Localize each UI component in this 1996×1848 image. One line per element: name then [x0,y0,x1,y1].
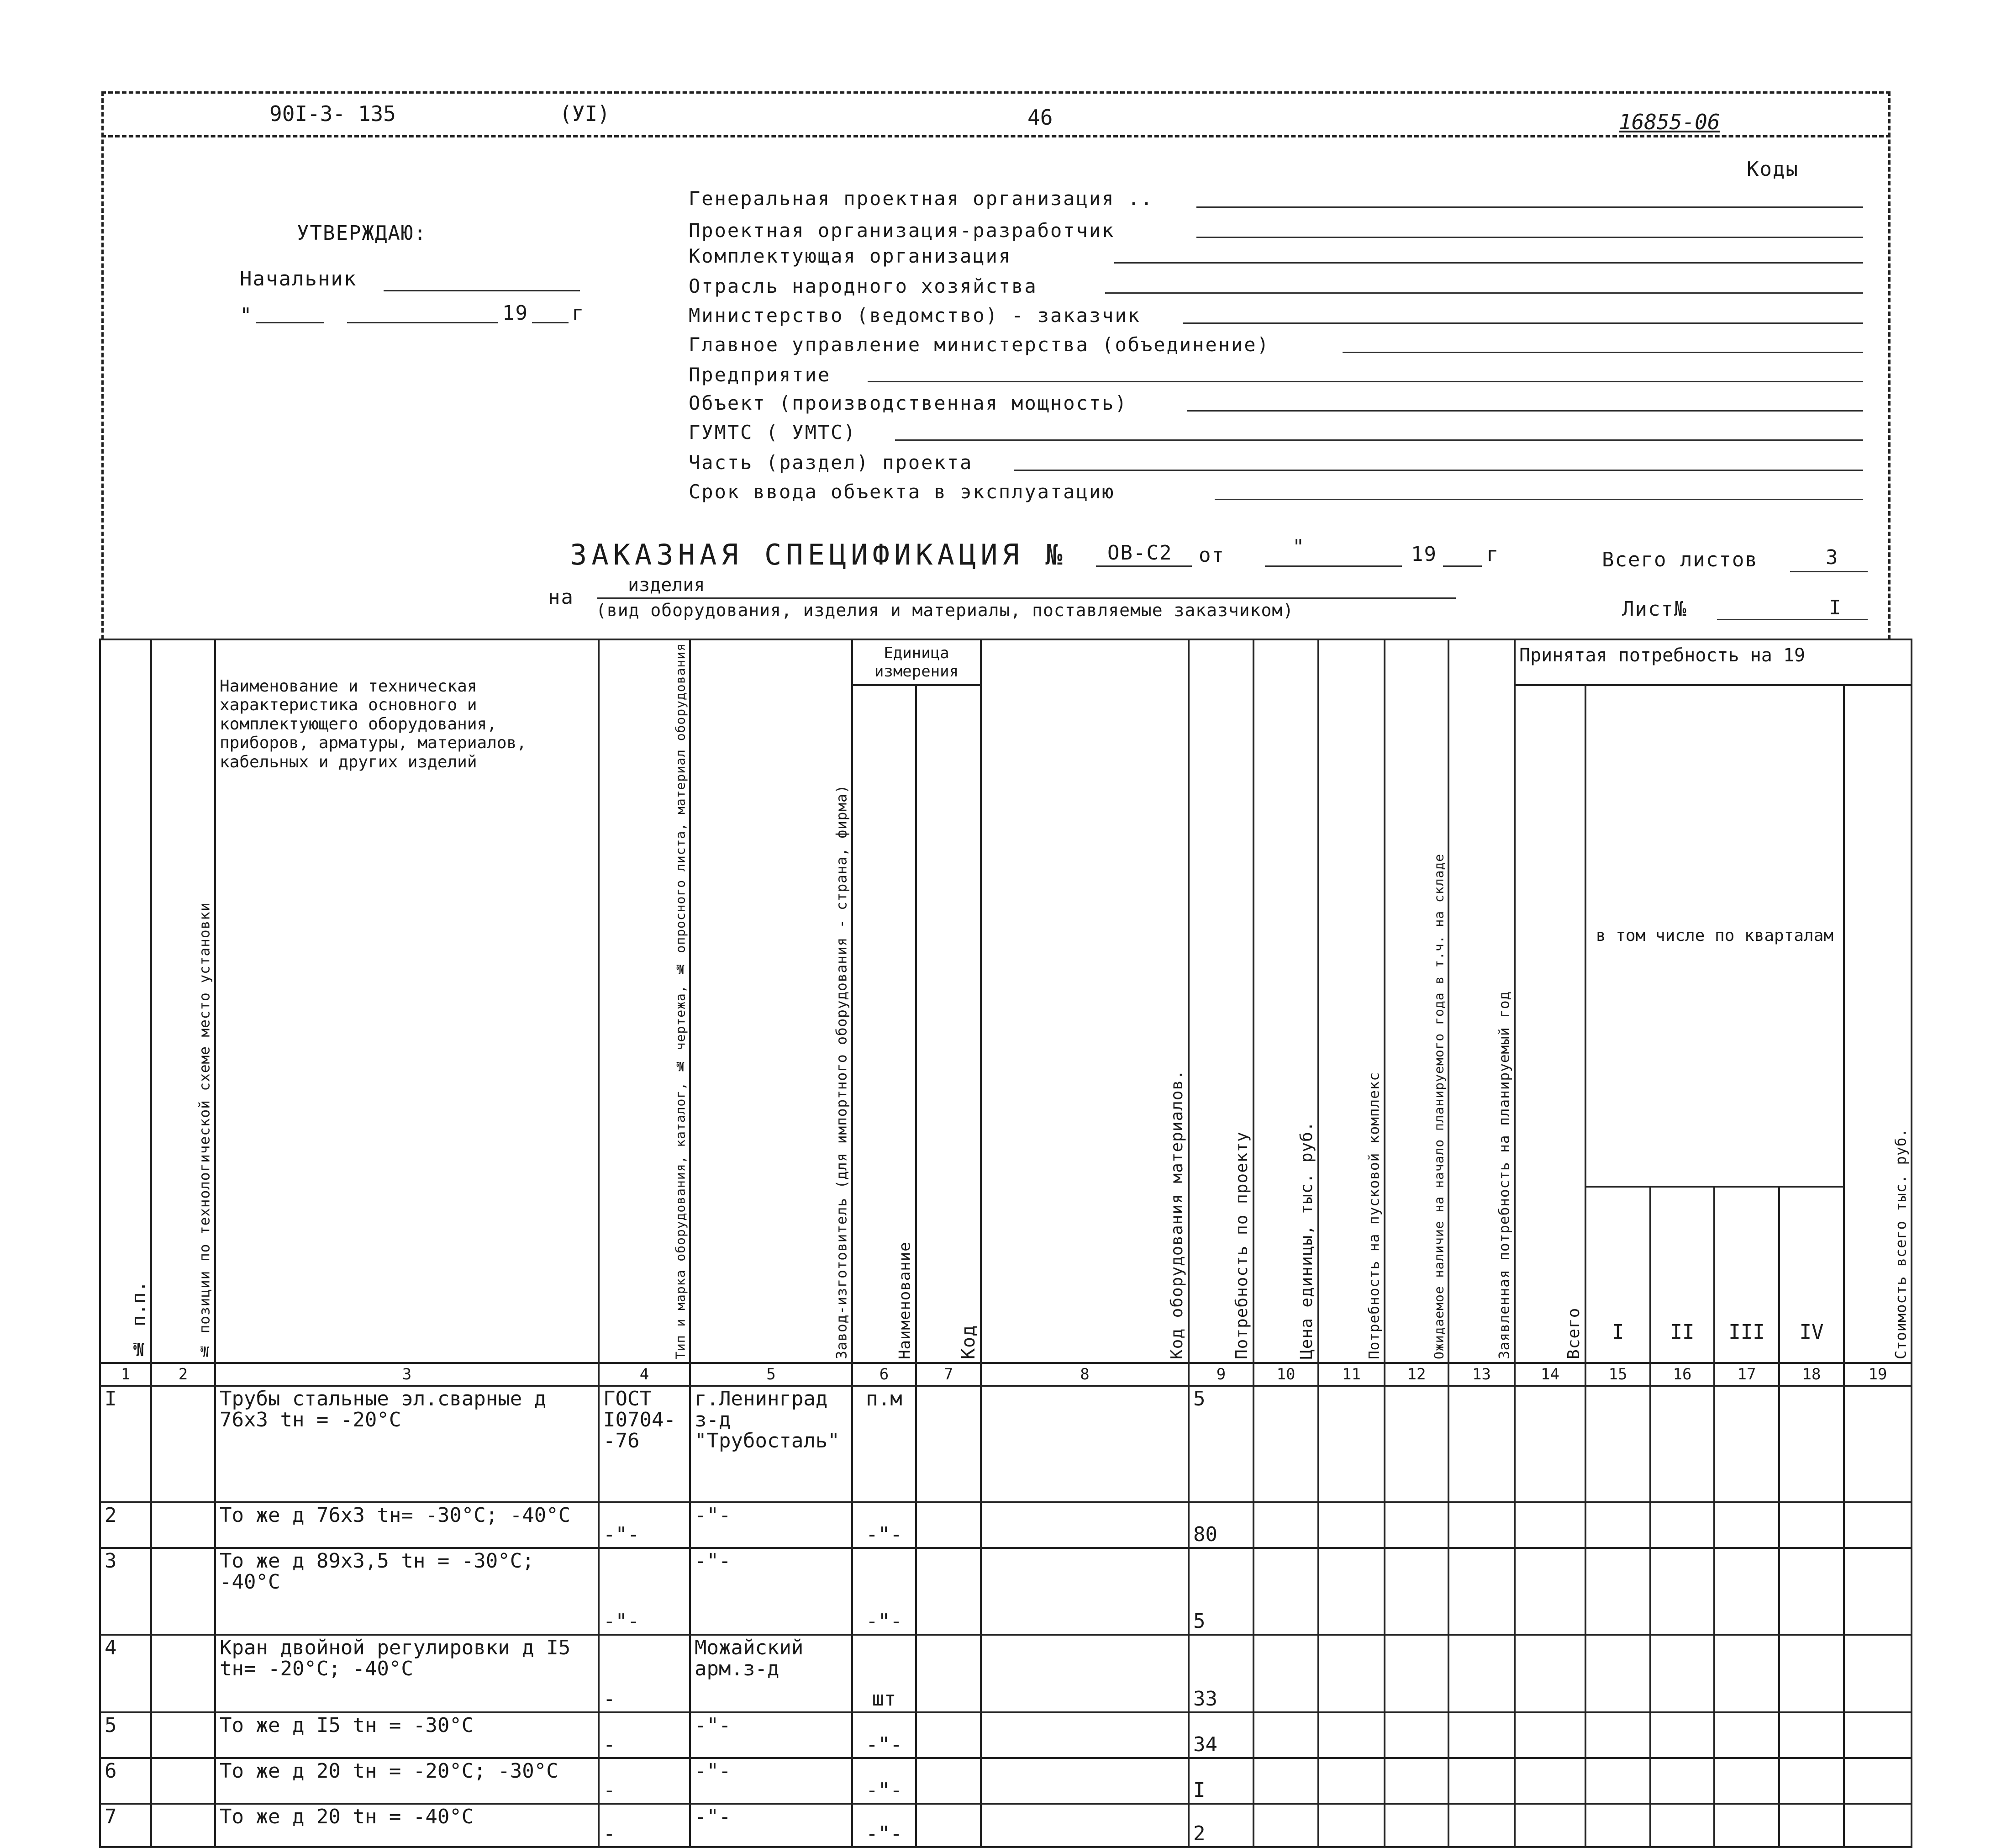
column-number: 9 [1189,1363,1253,1386]
equipment-code-cell [981,1712,1189,1758]
col-header-17: III [1714,1187,1779,1363]
col-header-12: Ожидаемое наличие на начало планируемого года в т.ч. на складе [1385,639,1448,1363]
empty-cell [1844,1712,1912,1758]
column-number: 17 [1714,1363,1779,1386]
item-unit: -"- [852,1712,916,1758]
col-header-18: IV [1779,1187,1844,1363]
position-cell [151,1502,215,1548]
row-number: 3 [100,1548,151,1635]
unit-code-cell [916,1712,981,1758]
position-cell [151,1758,215,1804]
org-field-object-line [1187,410,1863,412]
col-header-need-group: Принятая потребность на 19 [1515,639,1912,685]
column-number: 5 [690,1363,852,1386]
empty-cell [1844,1758,1912,1804]
col-header-4: Тип и марка оборудования, каталог, № чертежа, № опросного листа, материал оборудования [599,639,690,1363]
frame-right [1888,91,1891,639]
org-field-ministry-line [1183,322,1863,324]
spec-title: ЗАКАЗНАЯ СПЕЦИФИКАЦИЯ № [570,538,1067,571]
org-field-object: Объект (производственная мощность) [689,392,1128,414]
column-number: 1 [100,1363,151,1386]
table-row [100,1712,1912,1758]
empty-cell [1714,1758,1779,1804]
column-number: 8 [981,1363,1189,1386]
column-number: 10 [1253,1363,1318,1386]
empty-cell [1253,1386,1318,1502]
empty-cell [1585,1502,1650,1548]
empty-cell [1779,1804,1844,1847]
row-number: 2 [100,1502,151,1548]
item-maker: -"- [690,1502,852,1548]
col-header-3: Наименование и техническая характеристика основного и комплектующего оборудования, приборов, арматуры, материалов, кабельных и других изделий [215,639,599,1363]
col-header-1: № п.п. [100,639,151,1363]
col-header-5: Завод-изготовитель (для импортного оборудования - страна, фирма) [690,639,852,1363]
org-field-commissioning: Срок ввода объекта в эксплуатацию [689,480,1115,503]
empty-cell [1385,1804,1448,1847]
empty-cell [1714,1804,1779,1847]
empty-cell [1253,1548,1318,1635]
table-row [100,1502,1912,1548]
item-type: ГОСТ I0704--76 [599,1386,690,1502]
item-name: То же д 20 tн = -40°С [215,1804,599,1847]
empty-cell [1844,1502,1912,1548]
spec-number: ОВ-С2 [1107,541,1173,565]
item-type: - [599,1758,690,1804]
column-number-row [100,1363,1912,1386]
approval-day-line [256,322,324,323]
empty-cell [1385,1758,1448,1804]
org-field-general-line [1196,206,1863,208]
col-header-unit-group: Единица измерения [852,639,981,685]
total-sheets-line [1790,571,1868,572]
column-number: 16 [1650,1363,1714,1386]
column-number: 6 [852,1363,916,1386]
item-maker: Можайский арм.з-д [690,1635,852,1712]
empty-cell [1253,1758,1318,1804]
org-field-gumts: ГУМТС ( УМТС) [689,421,857,444]
row-number: 6 [100,1758,151,1804]
page-number: 46 [1027,105,1053,130]
empty-cell [1515,1758,1585,1804]
frame-left [101,91,104,639]
row-number: I [100,1386,151,1502]
spec-date-line [1265,565,1402,567]
row-number: 7 [100,1804,151,1847]
series-code: (УI) [559,101,610,126]
chief-label: Начальник [240,267,357,290]
item-type: -"- [599,1502,690,1548]
position-cell [151,1712,215,1758]
approval-year-suffix: г [572,301,585,325]
org-field-developer: Проектная организация-разработчик [689,219,1115,242]
empty-cell [1844,1548,1912,1635]
org-field-commissioning-line [1215,499,1863,500]
table-row [100,1758,1912,1804]
empty-cell [1714,1635,1779,1712]
unit-code-cell [916,1502,981,1548]
item-type: - [599,1712,690,1758]
empty-cell [1650,1804,1714,1847]
column-number: 2 [151,1363,215,1386]
empty-cell [1318,1635,1385,1712]
empty-cell [1650,1502,1714,1548]
empty-cell [1714,1712,1779,1758]
org-field-enterprise: Предприятие [689,364,831,386]
col-header-13: Заявленная потребность на планируемый год [1448,639,1515,1363]
column-number: 13 [1448,1363,1515,1386]
item-quantity: 80 [1189,1502,1253,1548]
item-quantity: 34 [1189,1712,1253,1758]
item-maker: -"- [690,1758,852,1804]
table-row [100,1386,1912,1502]
column-number: 19 [1844,1363,1912,1386]
unit-code-cell [916,1758,981,1804]
empty-cell [1585,1386,1650,1502]
spec-from: от [1199,544,1225,567]
doc-code: 90I-3- 135 [269,101,396,126]
position-cell [151,1635,215,1712]
approval-month-line [347,322,498,323]
sheet-line [1717,619,1868,620]
table-row [100,1635,1912,1712]
col-header-2: № позиции по технологической схеме место установки [151,639,215,1363]
org-field-ministry: Министерство (ведомство) - заказчик [689,304,1141,327]
empty-cell [1253,1804,1318,1847]
item-name: То же д 76х3 tн= -30°С; -40°С [215,1502,599,1548]
col-header-14: Всего [1515,685,1585,1363]
item-name: То же д I5 tн = -30°С [215,1712,599,1758]
equipment-code-cell [981,1386,1189,1502]
item-type: -"- [599,1548,690,1635]
col-header-19: Стоимость всего тыс. руб. [1844,685,1912,1363]
unit-code-cell [916,1635,981,1712]
empty-cell [1253,1502,1318,1548]
org-field-gumts-line [895,439,1863,441]
unit-code-cell [916,1386,981,1502]
empty-cell [1515,1386,1585,1502]
empty-cell [1448,1548,1515,1635]
org-field-supplier: Комплектующая организация [689,245,1012,267]
col-header-9: Потребность по проекту [1189,639,1253,1363]
empty-cell [1714,1386,1779,1502]
org-field-industry-line [1105,292,1863,294]
position-cell [151,1804,215,1847]
empty-cell [1318,1804,1385,1847]
empty-cell [1253,1712,1318,1758]
empty-cell [1385,1635,1448,1712]
empty-cell [1585,1758,1650,1804]
empty-cell [1779,1758,1844,1804]
item-quantity: 5 [1189,1548,1253,1635]
table-row [100,1548,1912,1635]
col-header-7: Код [916,685,981,1363]
empty-cell [1318,1758,1385,1804]
empty-cell [1515,1635,1585,1712]
empty-cell [1515,1804,1585,1847]
empty-cell [1779,1548,1844,1635]
empty-cell [1318,1712,1385,1758]
item-name: То же д 20 tн = -20°С; -30°С [215,1758,599,1804]
column-number: 12 [1385,1363,1448,1386]
item-maker: -"- [690,1712,852,1758]
row-number: 5 [100,1712,151,1758]
spec-kind-caption: (вид оборудования, изделия и материалы, поставляемые заказчиком) [596,600,1294,620]
spec-table-body [100,1386,1912,1847]
equipment-code-cell [981,1758,1189,1804]
spec-kind-line [597,597,1456,599]
empty-cell [1448,1502,1515,1548]
empty-cell [1650,1635,1714,1712]
empty-cell [1253,1635,1318,1712]
org-field-developer-line [1196,237,1863,238]
item-unit: шт [852,1635,916,1712]
frame-under-header [101,135,1891,137]
empty-cell [1844,1386,1912,1502]
item-maker: -"- [690,1548,852,1635]
spec-number-line [1096,565,1192,567]
column-number: 3 [215,1363,599,1386]
empty-cell [1650,1712,1714,1758]
approval-date-quote: " [240,304,253,327]
on-label: на [548,586,574,609]
empty-cell [1585,1548,1650,1635]
empty-cell [1779,1635,1844,1712]
item-maker: г.Ленинград з-д "Трубосталь" [690,1386,852,1502]
spec-year-prefix: 19 [1411,543,1437,566]
equipment-code-cell [981,1548,1189,1635]
column-number: 18 [1779,1363,1844,1386]
empty-cell [1585,1804,1650,1847]
col-header-quarters-group: в том числе по кварталам [1585,685,1844,1187]
empty-cell [1448,1804,1515,1847]
item-maker: -"- [690,1804,852,1847]
org-field-project-part: Часть (раздел) проекта [689,451,973,474]
column-number: 14 [1515,1363,1585,1386]
position-cell [151,1386,215,1502]
equipment-code-cell [981,1635,1189,1712]
spec-year-line [1443,565,1482,567]
archive-number: 16855-06 [1619,110,1720,134]
empty-cell [1779,1712,1844,1758]
empty-cell [1385,1548,1448,1635]
empty-cell [1318,1502,1385,1548]
empty-cell [1844,1635,1912,1712]
org-field-department: Главное управление министерства (объединение) [689,333,1270,356]
equipment-code-cell [981,1804,1189,1847]
empty-cell [1385,1712,1448,1758]
col-header-8: Код оборудования материалов. [981,639,1189,1363]
empty-cell [1650,1386,1714,1502]
table-row [100,1804,1912,1847]
empty-cell [1844,1804,1912,1847]
org-field-industry: Отрасль народного хозяйства [689,275,1037,297]
total-sheets-value: 3 [1826,546,1839,569]
spec-year-suffix: г [1486,543,1500,566]
unit-code-cell [916,1804,981,1847]
spec-table [99,639,1912,1848]
empty-cell [1650,1758,1714,1804]
col-header-11: Потребность на пусковой комплекс [1318,639,1385,1363]
empty-cell [1318,1548,1385,1635]
sheet-label: Лист№ [1622,597,1687,621]
item-unit: -"- [852,1548,916,1635]
empty-cell [1515,1712,1585,1758]
item-name: То же д 89х3,5 tн = -30°С; -40°С [215,1548,599,1635]
item-type: - [599,1635,690,1712]
item-quantity: 2 [1189,1804,1253,1847]
empty-cell [1714,1548,1779,1635]
col-header-16: II [1650,1187,1714,1363]
column-number: 7 [916,1363,981,1386]
approval-year-line [532,322,569,323]
org-field-project-part-line [1014,470,1863,471]
empty-cell [1779,1502,1844,1548]
empty-cell [1779,1386,1844,1502]
org-field-supplier-line [1114,262,1863,264]
spec-kind: изделия [628,575,705,596]
empty-cell [1714,1502,1779,1548]
empty-cell [1385,1386,1448,1502]
item-name: Кран двойной регулировки д I5 tн= -20°С; -40°С [215,1635,599,1712]
empty-cell [1448,1758,1515,1804]
equipment-code-cell [981,1502,1189,1548]
empty-cell [1515,1548,1585,1635]
column-number: 11 [1318,1363,1385,1386]
position-cell [151,1548,215,1635]
spec-date-quote: " [1292,535,1306,559]
item-unit: п.м [852,1386,916,1502]
item-unit: -"- [852,1502,916,1548]
empty-cell [1448,1712,1515,1758]
col-header-6: Наименование [852,685,916,1363]
empty-cell [1448,1386,1515,1502]
total-sheets-label: Всего листов [1602,548,1758,571]
empty-cell [1385,1502,1448,1548]
item-type: - [599,1804,690,1847]
empty-cell [1448,1635,1515,1712]
item-quantity: 33 [1189,1635,1253,1712]
item-quantity: 5 [1189,1386,1253,1502]
codes-label: Коды [1747,158,1799,181]
item-unit: -"- [852,1758,916,1804]
empty-cell [1515,1502,1585,1548]
org-field-department-line [1343,352,1863,353]
empty-cell [1585,1635,1650,1712]
approval-title: УТВЕРЖДАЮ: [297,222,427,245]
approval-year-prefix: 19 [502,301,528,325]
frame-top [101,91,1891,94]
empty-cell [1318,1386,1385,1502]
item-quantity: I [1189,1758,1253,1804]
row-number: 4 [100,1635,151,1712]
empty-cell [1585,1712,1650,1758]
chief-signature-line [384,290,580,291]
org-field-enterprise-line [868,381,1863,382]
sheet-value: I [1829,596,1842,619]
column-number: 15 [1585,1363,1650,1386]
org-field-general: Генеральная проектная организация .. [689,187,1154,210]
col-header-10: Цена единицы, тыс. руб. [1253,639,1318,1363]
column-number: 4 [599,1363,690,1386]
item-unit: -"- [852,1804,916,1847]
item-name: Трубы стальные эл.сварные д 76х3 tн = -20°С [215,1386,599,1502]
col-header-15: I [1585,1187,1650,1363]
empty-cell [1650,1548,1714,1635]
unit-code-cell [916,1548,981,1635]
